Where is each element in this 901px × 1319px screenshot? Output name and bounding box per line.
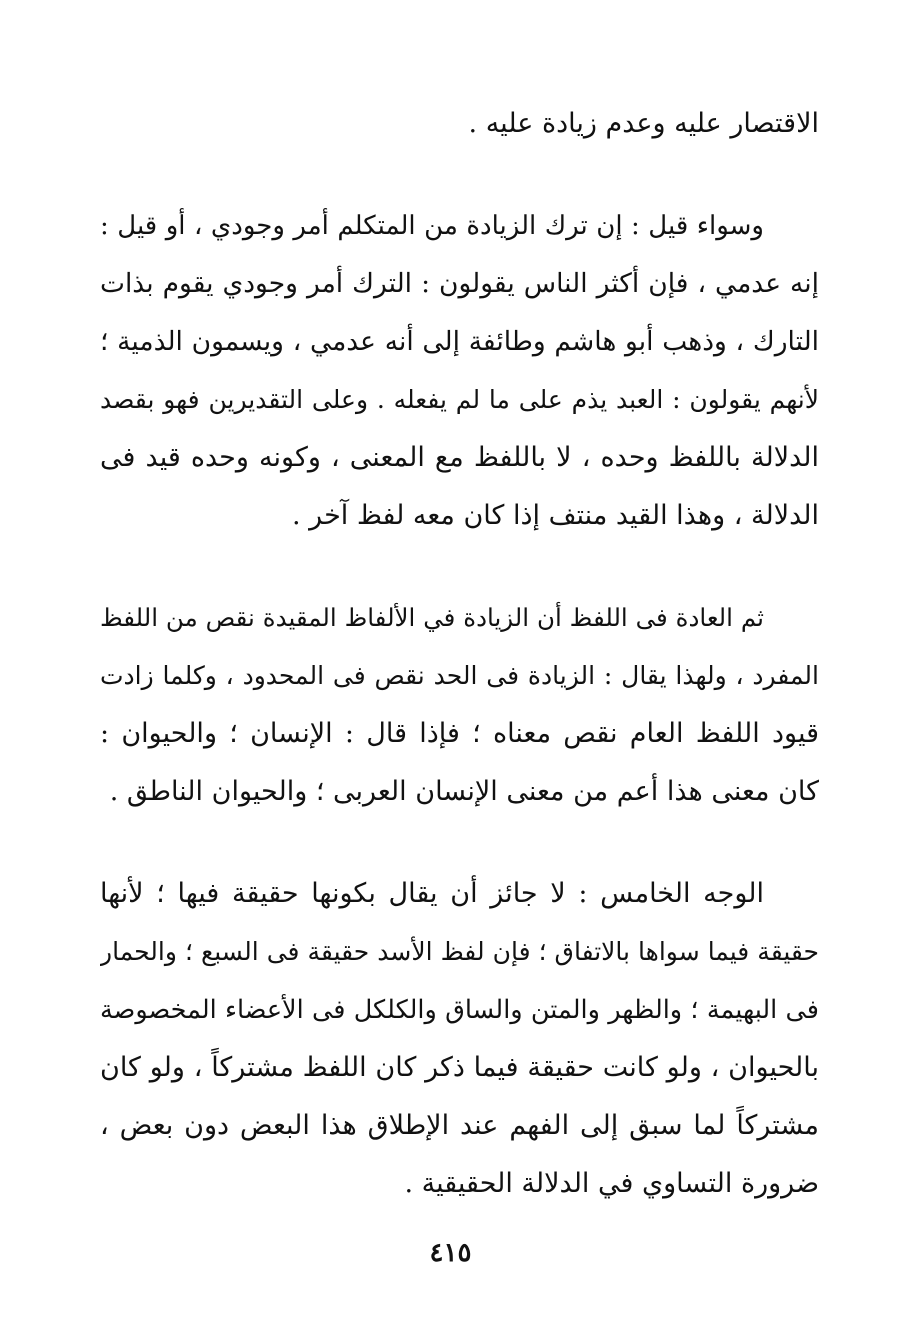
paragraph-4 — [100, 865, 819, 1213]
text-line: الوجه الخامس : لا جائز أن يقال بكونها حقيقة فيها ؛ لأنها — [100, 878, 764, 909]
text-line: بالحيوان ، ولو كانت حقيقة فيما ذكر كان اللفظ مشتركاً ، ولو كان — [100, 1052, 819, 1083]
text-line: الدلالة باللفظ وحده ، لا باللفظ مع المعنى ، وكونه وحده قيد فى — [100, 442, 819, 473]
paragraph-1 — [100, 95, 819, 153]
text-line: قيود اللفظ العام نقص معناه ؛ فإذا قال : الإنسان ؛ والحيوان : — [100, 718, 819, 749]
page-body — [100, 95, 819, 1213]
text-line: المفرد ، ولهذا يقال : الزيادة فى الحد نقص فى المحدود ، وكلما زادت — [100, 661, 819, 690]
paragraph-gap — [100, 153, 819, 197]
text-line: لأنهم يقولون : العبد يذم على ما لم يفعله . وعلى التقديرين فهو بقصد — [100, 385, 819, 414]
text-line: الدلالة ، وهذا القيد منتف إذا كان معه لفظ آخر . — [292, 500, 819, 531]
text-line: التارك ، وذهب أبو هاشم وطائفة إلى أنه عدمي ، ويسمون الذمية ؛ — [100, 326, 819, 357]
text-line: الاقتصار عليه وعدم زيادة عليه . — [468, 108, 819, 139]
text-line: ثم العادة فى اللفظ أن الزيادة في الألفاظ المقيدة نقص من اللفظ — [100, 603, 764, 632]
text-line: ضرورة التساوي في الدلالة الحقيقية . — [404, 1168, 819, 1199]
paragraph-3 — [100, 589, 819, 821]
text-line: مشتركاً لما سبق إلى الفهم عند الإطلاق هذا البعض دون بعض ، — [100, 1110, 819, 1141]
page-number: ٤١٥ — [429, 1238, 472, 1268]
text-line: حقيقة فيما سواها بالاتفاق ؛ فإن لفظ الأسد حقيقة فى السبع ؛ والحمار — [100, 937, 819, 966]
text-line: وسواء قيل : إن ترك الزيادة من المتكلم أمر وجودي ، أو قيل : — [100, 211, 764, 241]
text-line: فى البهيمة ؛ والظهر والمتن والساق والكلكل فى الأعضاء المخصوصة — [100, 995, 819, 1025]
paragraph-gap — [100, 821, 819, 865]
text-line: إنه عدمي ، فإن أكثر الناس يقولون : الترك أمر وجودي يقوم بذات — [100, 268, 819, 299]
paragraph-2 — [100, 197, 819, 545]
text-line: كان معنى هذا أعم من معنى الإنسان العربى ؛ والحيوان الناطق . — [109, 776, 819, 807]
paragraph-gap — [100, 545, 819, 589]
